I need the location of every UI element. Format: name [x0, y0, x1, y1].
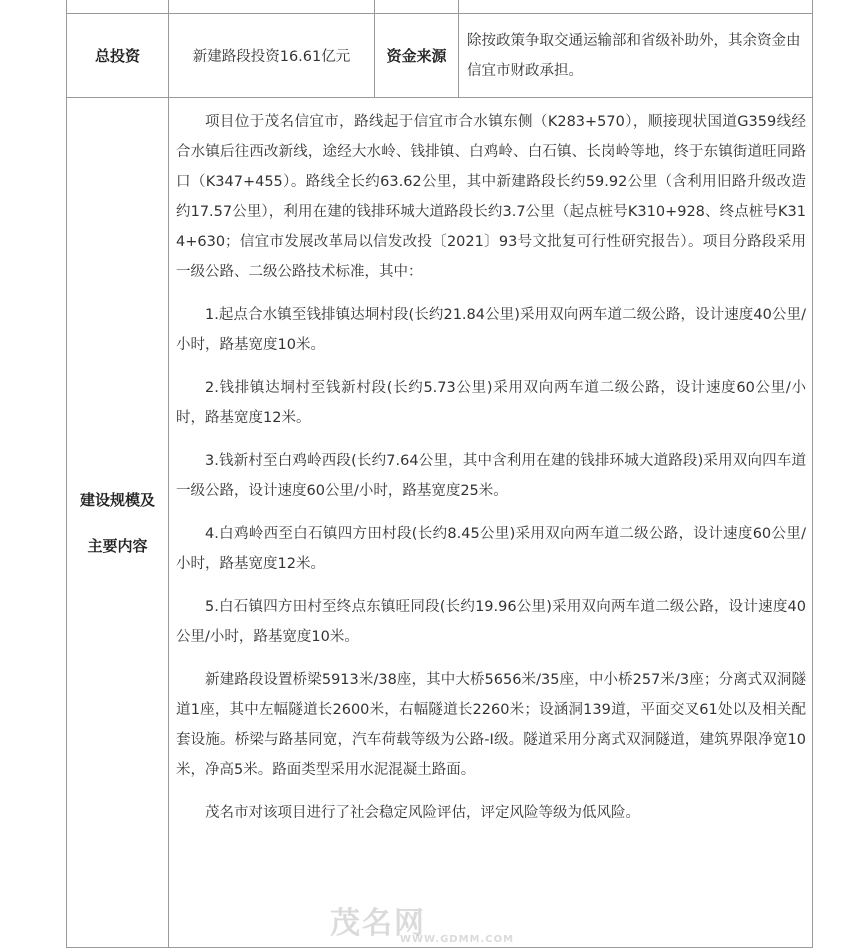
content-paragraph: 茂名市对该项目进行了社会稳定风险评估，评定风险等级为低风险。	[205, 805, 640, 821]
content-paragraph: 3.钱新村至白鸡岭西段(长约7.64公里，其中含利用在建的钱排环城大道路段)采用双向四车道一级公路，设计速度60公里/小时，路基宽度25米。	[176, 453, 806, 499]
table-row	[67, 98, 813, 948]
total-investment-value: 新建路段投资16.61亿元	[169, 14, 375, 98]
watermark	[330, 898, 514, 945]
funding-source-label: 资金来源	[375, 14, 459, 98]
scale-content-label	[67, 98, 169, 948]
table-row	[67, 0, 813, 14]
content-paragraph: 1.起点合水镇至钱排镇达垌村段(长约21.84公里)采用双向两车道二级公路，设计速度40公里/小时，路基宽度10米。	[176, 307, 806, 353]
content-paragraph: 2.钱排镇达垌村至钱新村段(长约5.73公里)采用双向两车道二级公路，设计速度60公里/小时，路基宽度12米。	[176, 380, 806, 426]
scale-label-line1: 建设规模及	[79, 490, 155, 509]
content-paragraph: 新建路段设置桥梁5913米/38座，其中大桥5656米/35座，中小桥257米/3座；分离式双洞隧道1座，其中左幅隧道长2600米，右幅隧道长2260米；设涵洞139道，平面交叉61处以及相关配套设施。桥梁与路基同宽，汽车荷载等级为公路-I级。隧道采用分离式双洞隧道，建筑界限净宽10米，净高5米。路面类型采用水泥混凝土路面。	[176, 672, 806, 778]
scale-content-body	[169, 98, 813, 948]
scale-label-line2: 主要内容	[87, 536, 148, 555]
project-info-table	[66, 0, 813, 948]
content-paragraph: 项目位于茂名信宜市，路线起于信宜市合水镇东侧（K283+570），顺接现状国道G359线经合水镇后往西改新线，途经大水岭、钱排镇、白鸡岭、白石镇、长岗岭等地，终于东镇街道旺同路口（K347+455）。路线全长约63.62公里，其中新建路段长约59.92公里（含利用旧路升级改造约17.57公里），利用在建的钱排环城大道路段长约3.7公里（起点桩号K310+928、终点桩号K314+630；信宜市发展改革局以信发改投〔2021〕93号文批复可行性研究报告）。项目分路段采用一级公路、二级公路技术标准，其中：	[176, 114, 806, 280]
watermark-text: 茂名网	[330, 906, 426, 941]
total-investment-label: 总投资	[67, 14, 169, 98]
content-paragraph: 4.白鸡岭西至白石镇四方田村段(长约8.45公里)采用双向两车道二级公路，设计速度60公里/小时，路基宽度12米。	[176, 526, 806, 572]
content-paragraph: 5.白石镇四方田村至终点东镇旺同段(长约19.96公里)采用双向两车道二级公路，设计速度40公里/小时，路基宽度10米。	[176, 599, 806, 645]
watermark-url: WWW.GDMM.COM	[400, 934, 515, 945]
funding-source-value: 除按政策争取交通运输部和省级补助外，其余资金由信宜市财政承担。	[459, 14, 813, 98]
table-row	[67, 14, 813, 98]
